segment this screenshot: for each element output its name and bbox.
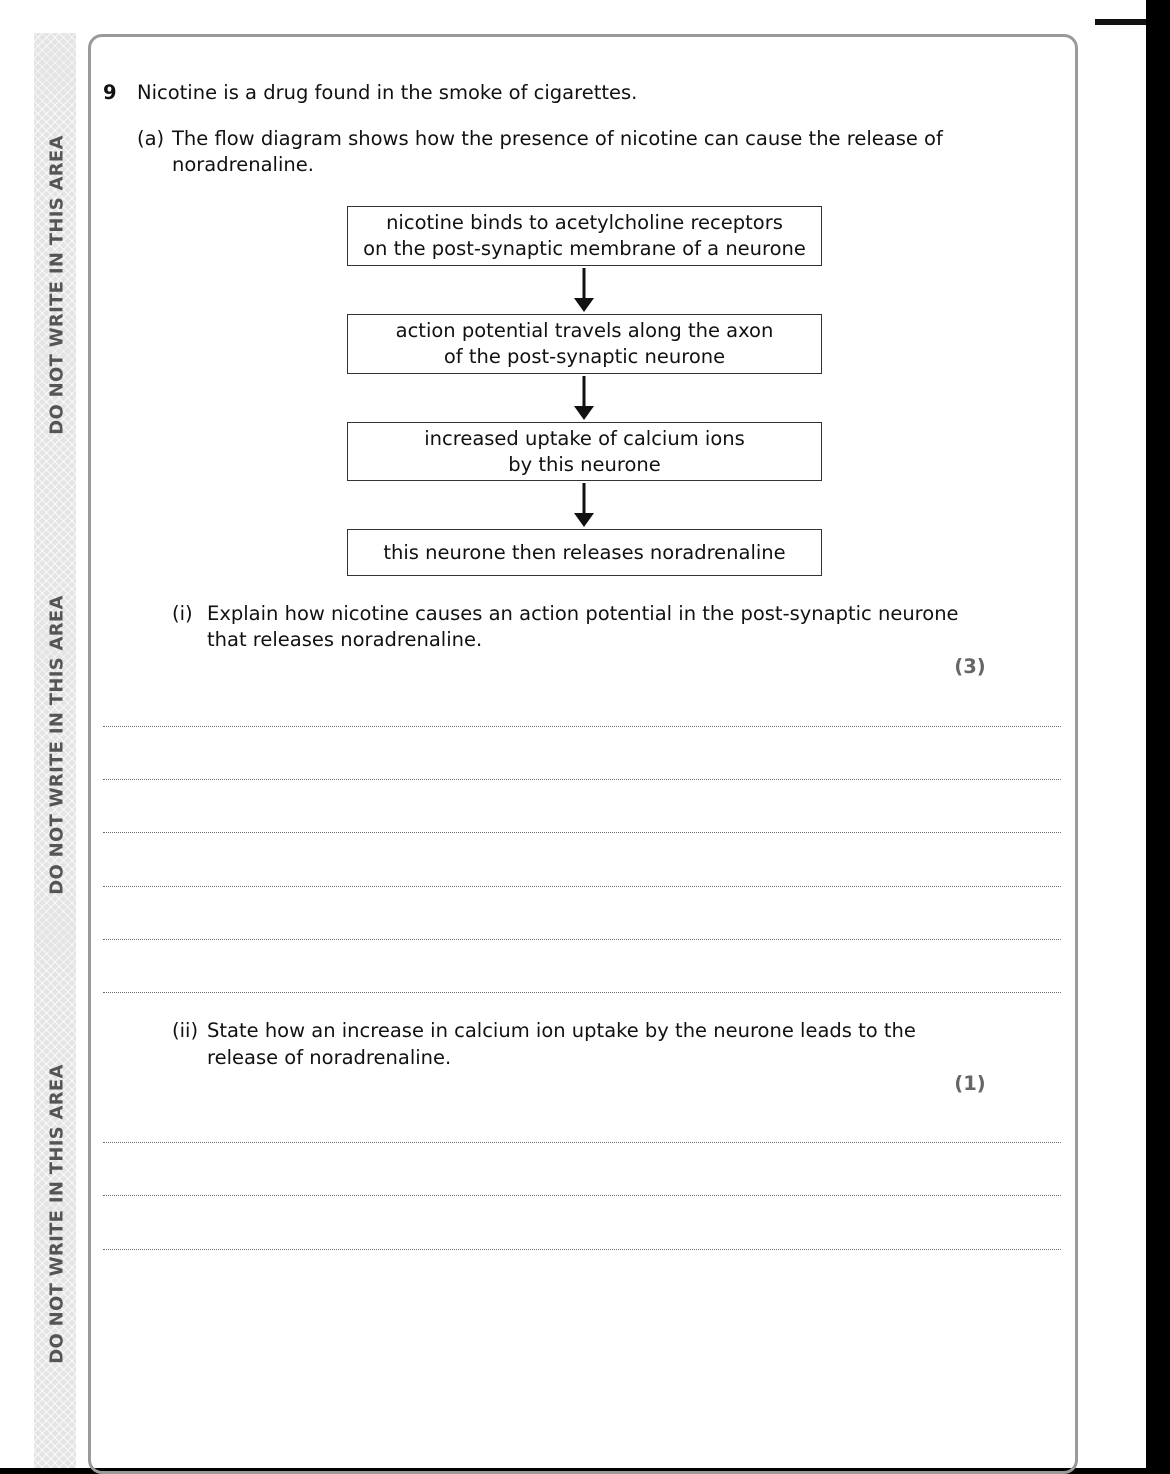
answer-line-i-4[interactable] — [103, 886, 1061, 887]
answer-line-ii-3[interactable] — [103, 1249, 1061, 1250]
flow-step-3 — [347, 422, 822, 481]
flow-step-4-line1: this neurone then releases noradrenaline — [383, 540, 786, 564]
question-number: 9 — [103, 81, 117, 104]
flow-step-2-line2: of the post-synaptic neurone — [443, 345, 726, 368]
margin-notice-top: DO NOT WRITE IN THIS AREA — [46, 135, 68, 435]
answer-line-i-2[interactable] — [103, 779, 1061, 780]
flow-arrow-2 — [572, 376, 596, 422]
question-intro: Nicotine is a drug found in the smoke of cigarettes. — [137, 81, 638, 104]
answer-line-i-1[interactable] — [103, 726, 1061, 727]
part-ii-text-line1: State how an increase in calcium ion uptake by the neurone leads to the — [207, 1019, 916, 1042]
flow-arrow-1 — [572, 268, 596, 314]
part-ii-text-line2: release of noradrenaline. — [207, 1046, 452, 1069]
part-i-marks: (3) — [954, 655, 986, 678]
flow-step-1 — [347, 206, 822, 266]
flow-step-1-line1: nicotine binds to acetylcholine receptors — [386, 211, 783, 234]
flow-arrow-3 — [572, 483, 596, 529]
flow-step-3-line2: by this neurone — [508, 452, 661, 476]
flow-step-4 — [347, 529, 822, 576]
part-a-text-line2: noradrenaline. — [172, 153, 314, 176]
part-ii-marks: (1) — [954, 1072, 986, 1095]
part-i-text-line2: that releases noradrenaline. — [207, 628, 483, 651]
answer-line-ii-2[interactable] — [103, 1195, 1061, 1196]
part-i-text-line1: Explain how nicotine causes an action potential in the post-synaptic neurone — [207, 602, 959, 625]
page-edge-mark — [1095, 19, 1146, 25]
margin-notice-bottom: DO NOT WRITE IN THIS AREA — [46, 1064, 68, 1364]
flow-step-1-line2: on the post-synaptic membrane of a neurone — [363, 237, 806, 260]
part-a-label: (a) — [137, 127, 165, 150]
part-i-label: (i) — [172, 602, 193, 625]
part-ii-label: (ii) — [172, 1019, 199, 1042]
answer-line-i-3[interactable] — [103, 832, 1061, 833]
answer-line-i-5[interactable] — [103, 939, 1061, 940]
flow-step-2-line1: action potential travels along the axon — [395, 319, 774, 342]
flow-step-3-line1: increased uptake of calcium ions — [424, 426, 745, 450]
flow-step-2 — [347, 314, 822, 374]
answer-line-ii-1[interactable] — [103, 1142, 1061, 1143]
part-a-text-line1: The flow diagram shows how the presence of nicotine can cause the release of — [172, 127, 943, 150]
answer-line-i-6[interactable] — [103, 992, 1061, 993]
margin-notice-middle: DO NOT WRITE IN THIS AREA — [46, 595, 68, 895]
